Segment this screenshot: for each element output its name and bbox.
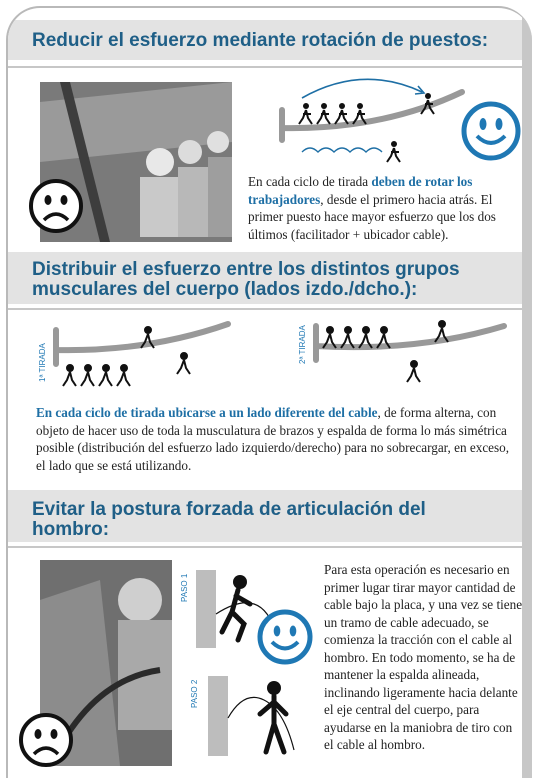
step2-label: PASO 2 xyxy=(190,679,199,708)
section1-title: Reducir el esfuerzo mediante rotación de puestos: xyxy=(32,30,489,51)
first-pull-label: 1ª TIRADA xyxy=(38,343,47,382)
section1-text: En cada ciclo de tirada deben de rotar los trabajadores, desde el primero hacia atrás. El primer puesto hace mayor esfuerzo que los dos últimos (facilitador + ubicador cable). xyxy=(248,174,496,242)
second-pull-label: 2ª TIRADA xyxy=(298,325,307,364)
section3-header xyxy=(8,490,532,542)
section1-header xyxy=(8,20,532,60)
happy-face-icon xyxy=(256,608,314,666)
section2-title: Distribuir el esfuerzo entre los distintos grupos musculares del cuerpo (lados izdo./dcho.): xyxy=(32,259,460,300)
section3-text: Para esta operación es necesario en primer lugar tirar mayor cantidad de cable bajo la placa, y una vez se tiene un tramo de cable adecuado, se comienza la tracción con el cable al hombro. En todo momento, se ha de mantener la espalda alineada, inclinando ligeramente hacia delante el eje central del cuerpo, para ayudarse en la maniobra de tiro con el cable al hombro. xyxy=(324,562,523,752)
second-pull-diagram xyxy=(308,316,508,396)
rotation-diagram xyxy=(272,70,472,170)
sad-face-icon xyxy=(28,178,84,234)
section3-title: Evitar la postura forzada de articulación del hombro: xyxy=(32,499,426,540)
first-pull-diagram xyxy=(48,316,238,396)
section2-text: En cada ciclo de tirada ubicarse a un lado diferente del cable, de forma alterna, con objeto de hacer uso de toda la musculatura de brazos y espalda de forma lo más simétrica posible (distribución del esfuerzo lado izquierdo/derecho) para no sobrecargar, en exceso, el lado que se está utilizando. xyxy=(36,405,510,473)
section2-header xyxy=(8,252,532,304)
divider xyxy=(8,308,522,310)
step2-diagram xyxy=(204,670,304,762)
infographic-frame xyxy=(6,6,532,778)
divider xyxy=(8,66,522,68)
step1-label: PASO 1 xyxy=(180,573,189,602)
sad-face-icon xyxy=(18,712,74,768)
divider xyxy=(8,546,522,548)
happy-face-icon xyxy=(460,100,522,162)
